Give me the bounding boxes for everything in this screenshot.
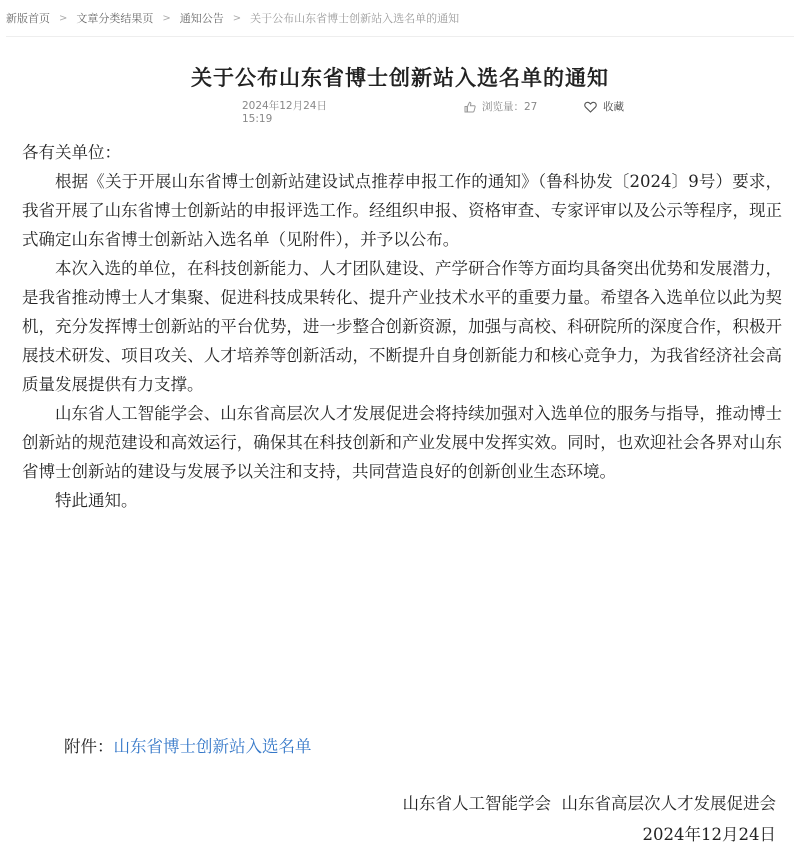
breadcrumb-separator: > xyxy=(59,12,68,24)
views-count: 27 xyxy=(524,100,538,113)
paragraph: 根据《关于开展山东省博士创新站建设试点推荐申报工作的通知》（鲁科协发〔2024〕9号）要求，我省开展了山东省博士创新站的申报评选工作。经组织申报、资格审查、专家评审以及公示等程序，现正式确定山东省博士创新站入选名单（见附件），并予以公布。 xyxy=(22,172,782,249)
signature-block xyxy=(403,788,777,850)
article-time: 15:19 xyxy=(242,113,273,125)
breadcrumb-announcements[interactable]: 通知公告 xyxy=(179,12,224,25)
article-body xyxy=(22,138,782,515)
paragraph: 本次入选的单位，在科技创新能力、人才团队建设、产学研合作等方面均具备突出优势和发展潜力，是我省推动博士人才集聚、促进科技成果转化、提升产业技术水平的重要力量。希望各入选单位以此为契机，充分发挥博士创新站的平台优势，进一步整合创新资源，加强与高校、科研院所的深度合作，积极开展技术研发、项目攻关、人才培养等创新活动，不断提升自身创新能力和核心竞争力，为我省经济社会高质量发展提供有力支撑。 xyxy=(22,259,782,394)
attachment-link[interactable]: 山东省博士创新站入选名单 xyxy=(113,737,312,756)
breadcrumb-separator: > xyxy=(232,12,242,24)
closing-paragraph: 特此通知。 xyxy=(55,491,138,510)
article-date: 2024年12月24日 xyxy=(242,100,327,112)
breadcrumb-home[interactable]: 新版首页 xyxy=(6,12,50,25)
signature-date: 2024年12月24日 xyxy=(642,825,776,844)
breadcrumb-category-results[interactable]: 文章分类结果页 xyxy=(76,12,154,25)
breadcrumb-separator: > xyxy=(162,12,171,24)
attachment-line xyxy=(64,732,312,761)
article-title: 关于公布山东省博士创新站入选名单的通知 xyxy=(191,66,609,91)
attachment-label: 附件： xyxy=(64,737,114,756)
breadcrumb-current-article: 关于公布山东省博士创新站入选名单的通知 xyxy=(250,12,460,25)
favorite-button[interactable] xyxy=(584,99,624,114)
article-datetime xyxy=(242,100,352,126)
view-count xyxy=(464,99,537,114)
paragraph: 山东省人工智能学会、山东省高层次人才发展促进会将持续加强对入选单位的服务与指导，推动博士创新站的规范建设和高效运行，确保其在科技创新和产业发展中发挥实效。同时，也欢迎社会各界对山东省博士创新站的建设与发展予以关注和支持，共同营造良好的创新创业生态环境。 xyxy=(22,404,782,481)
thumbs-up-icon xyxy=(464,101,476,113)
heart-icon xyxy=(584,101,597,113)
salutation: 各有关单位： xyxy=(22,143,121,162)
breadcrumb xyxy=(6,0,794,37)
signature-organizations: 山东省人工智能学会 山东省高层次人才发展促进会 xyxy=(402,794,776,813)
favorite-label: 收藏 xyxy=(603,101,624,113)
views-label: 浏览量： xyxy=(482,101,524,113)
